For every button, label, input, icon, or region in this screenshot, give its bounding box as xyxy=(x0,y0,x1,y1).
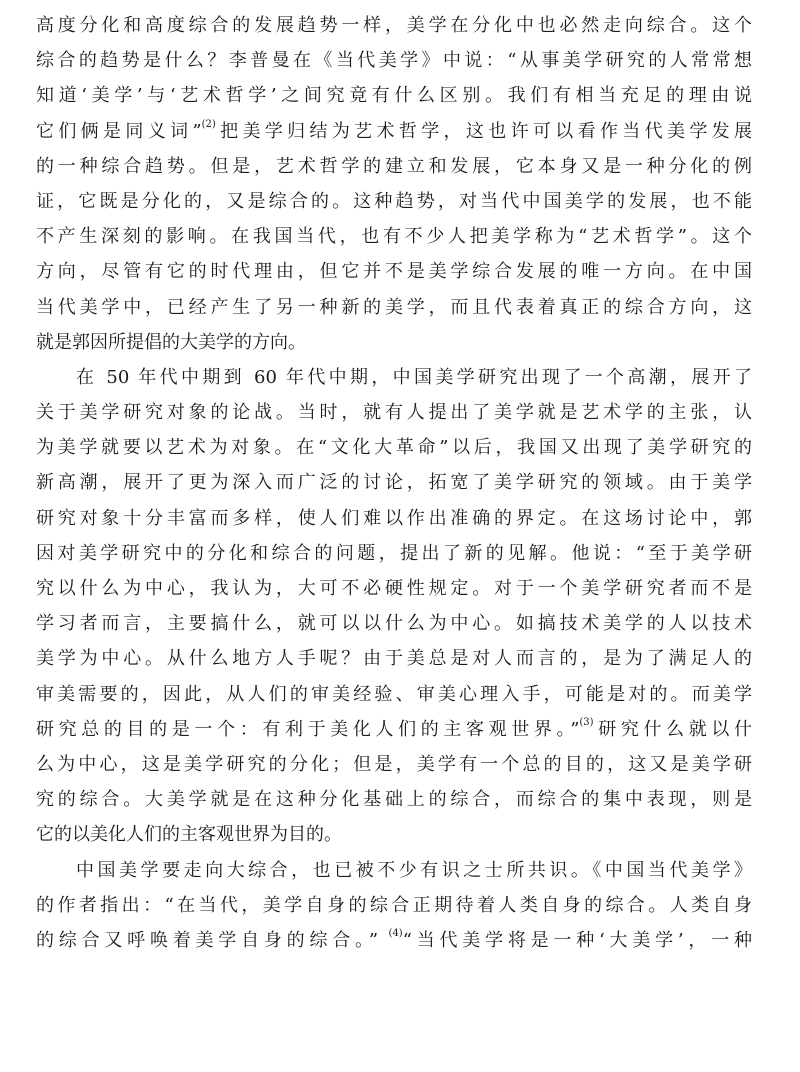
text-line: 美学为中心。从什么地方人手呢？由于美总是对人而言的，是为了满足人的 xyxy=(36,648,752,670)
footnote-ref: (3) xyxy=(579,716,594,728)
text-line: 证，它既是分化的，又是综合的。这种趋势，对当代中国美学的发展，也不能 xyxy=(36,190,752,212)
text-line: 就是郭因所提倡的大美学的方向。 xyxy=(36,331,306,353)
footnote-ref: (2) xyxy=(201,118,216,130)
text-span: 它们俩是同义词” xyxy=(36,120,202,142)
text-span: 的综合又呼唤着美学自身的综合。” xyxy=(36,929,389,951)
paragraph xyxy=(36,853,752,959)
text-line: 不产生深刻的影响。在我国当代，也有不少人把美学称为“艺术哲学”。这个 xyxy=(36,226,752,248)
text-line: 为美学就要以艺术为对象。在“文化大革命”以后，我国又出现了美学研究的 xyxy=(36,437,752,459)
text-span: 把美学归结为艺术哲学，这也许可以看作当代美学发展 xyxy=(215,120,752,142)
text-line: 的作者指出：“在当代，美学自身的综合正期待着人类自身的综合。人类自身 xyxy=(36,894,752,916)
footnote-ref: (4) xyxy=(388,927,403,939)
text-line: 么为中心，这是美学研究的分化；但是，美学有一个总的目的，这又是美学研 xyxy=(36,753,752,775)
text-line: 知道‘美学’与‘艺术哲学’之间究竟有什么区别。我们有相当充足的理由说 xyxy=(36,85,752,107)
text-line: 审美需要的，因此，从人们的审美经验、审美心理入手，可能是对的。而美学 xyxy=(36,683,752,705)
text-line: 高度分化和高度综合的发展趋势一样，美学在分化中也必然走向综合。这个 xyxy=(36,15,752,36)
text-span: 研究总的目的是一个：有利于美化人们的主客观世界。” xyxy=(36,718,580,740)
paragraph xyxy=(36,8,752,360)
text-line xyxy=(36,923,752,958)
text-line: 方向，尽管有它的时代理由，但它并不是美学综合发展的唯一方向。在中国 xyxy=(36,261,752,283)
text-line: 当代美学中，已经产生了另一种新的美学，而且代表着真正的综合方向，这 xyxy=(36,296,752,318)
text-line: 中国美学要走向大综合，也已被不少有识之士所共识。《中国当代美学》 xyxy=(76,859,752,881)
document-page xyxy=(36,8,752,958)
text-line: 的一种综合趋势。但是，艺术哲学的建立和发展，它本身又是一种分化的例 xyxy=(36,155,752,177)
text-line: 新高潮，展开了更为深入而广泛的讨论，拓宽了美学研究的领域。由于美学 xyxy=(36,472,752,494)
text-line: 关于美学研究对象的论战。当时，就有人提出了美学就是艺术学的主张，认 xyxy=(36,402,752,424)
text-span: “当代美学将是一种‘大美学’，一种 xyxy=(402,929,752,951)
text-line: 它的以美化人们的主客观世界为目的。 xyxy=(36,824,342,846)
text-line xyxy=(36,114,752,149)
text-line: 究以什么为中心，我认为，大可不必硬性规定。对于一个美学研究者而不是 xyxy=(36,578,752,599)
text-line: 研究对象十分丰富而多样，使人们难以作出准确的界定。在这场讨论中，郭 xyxy=(36,507,752,529)
text-line: 综合的趋势是什么？李普曼在《当代美学》中说：“从事美学研究的人常常想 xyxy=(36,50,752,72)
text-line: 因对美学研究中的分化和综合的问题，提出了新的见解。他说：“至于美学研 xyxy=(36,542,752,564)
text-line: 在 50 年代中期到 60 年代中期，中国美学研究出现了一个高潮，展开了 xyxy=(76,366,752,388)
paragraph xyxy=(36,360,752,853)
text-span: 研究什么就以什 xyxy=(593,718,752,740)
text-line: 究的综合。大美学就是在这种分化基础上的综合，而综合的集中表现，则是 xyxy=(36,789,752,811)
text-line xyxy=(36,712,752,747)
text-line: 学习者而言，主要搞什么，就可以以什么为中心。如搞技术美学的人以技术 xyxy=(36,613,752,635)
